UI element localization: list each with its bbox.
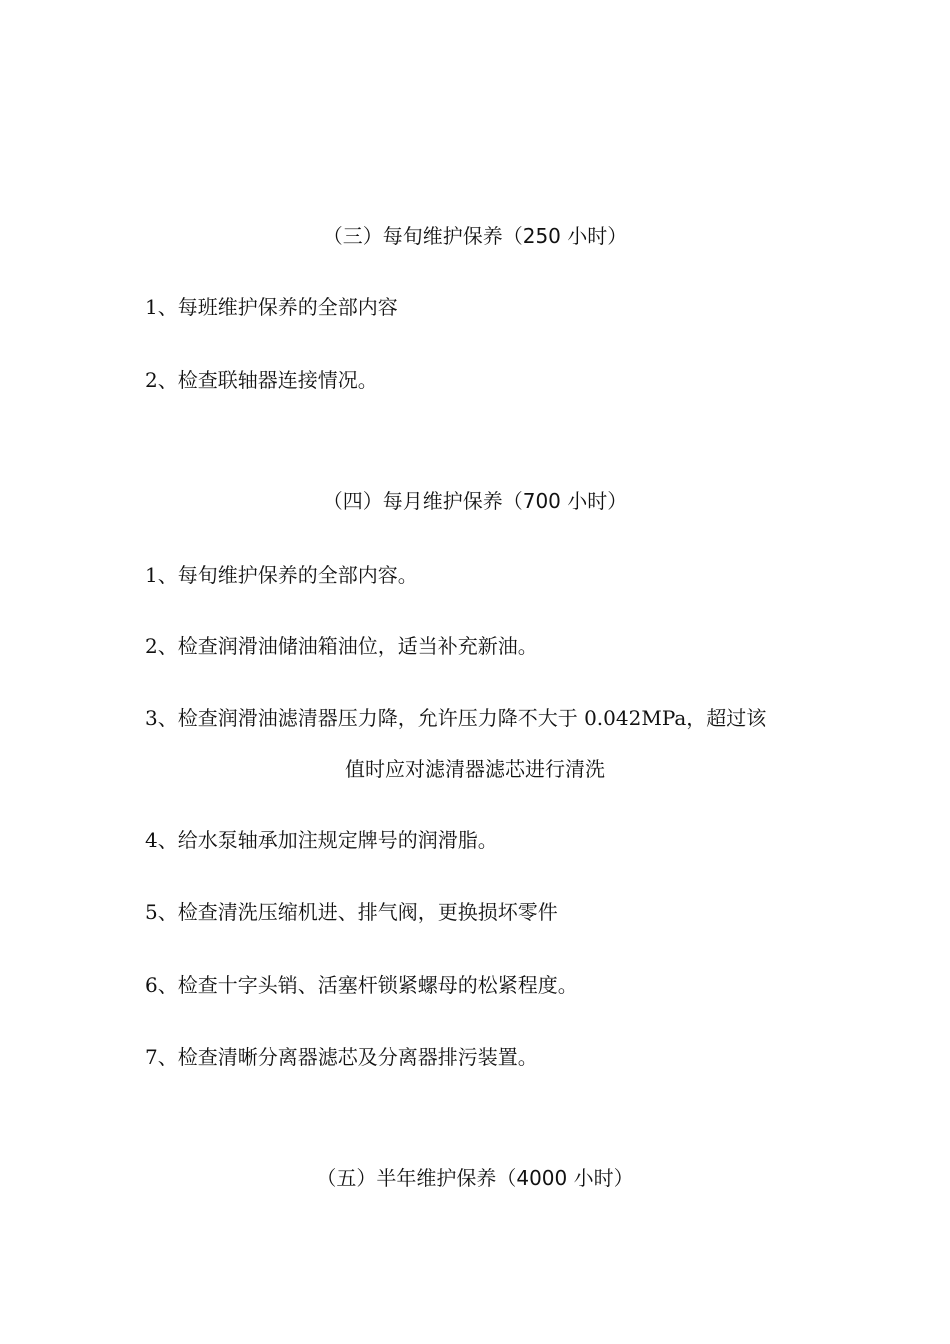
section-3-heading: （三）每旬维护保养（250 小时） (322, 224, 628, 248)
section-4-item-4: 4、给水泵轴承加注规定牌号的润滑脂。 (145, 828, 498, 852)
section-4-item-3: 3、检查润滑油滤清器压力降，允许压力降不大于 0.042MPa，超过该 (145, 706, 767, 730)
section-4-item-6: 6、检查十字头销、活塞杆锁紧螺母的松紧程度。 (145, 973, 578, 997)
section-3-item-2: 2、检查联轴器连接情况。 (145, 368, 378, 392)
section-5-heading: （五）半年维护保养（4000 小时） (316, 1166, 634, 1190)
section-4-heading: （四）每月维护保养（700 小时） (322, 489, 628, 513)
section-4-item-5: 5、检查清洗压缩机进、排气阀，更换损坏零件 (145, 900, 558, 924)
section-4-item-3-continuation: 值时应对滤清器滤芯进行清洗 (345, 757, 605, 781)
section-4-item-2: 2、检查润滑油储油箱油位，适当补充新油。 (145, 634, 538, 658)
section-4-item-7: 7、检查清晰分离器滤芯及分离器排污装置。 (145, 1045, 538, 1069)
section-3-item-1: 1、每班维护保养的全部内容 (145, 295, 398, 319)
section-4-item-1: 1、每旬维护保养的全部内容。 (145, 563, 418, 587)
